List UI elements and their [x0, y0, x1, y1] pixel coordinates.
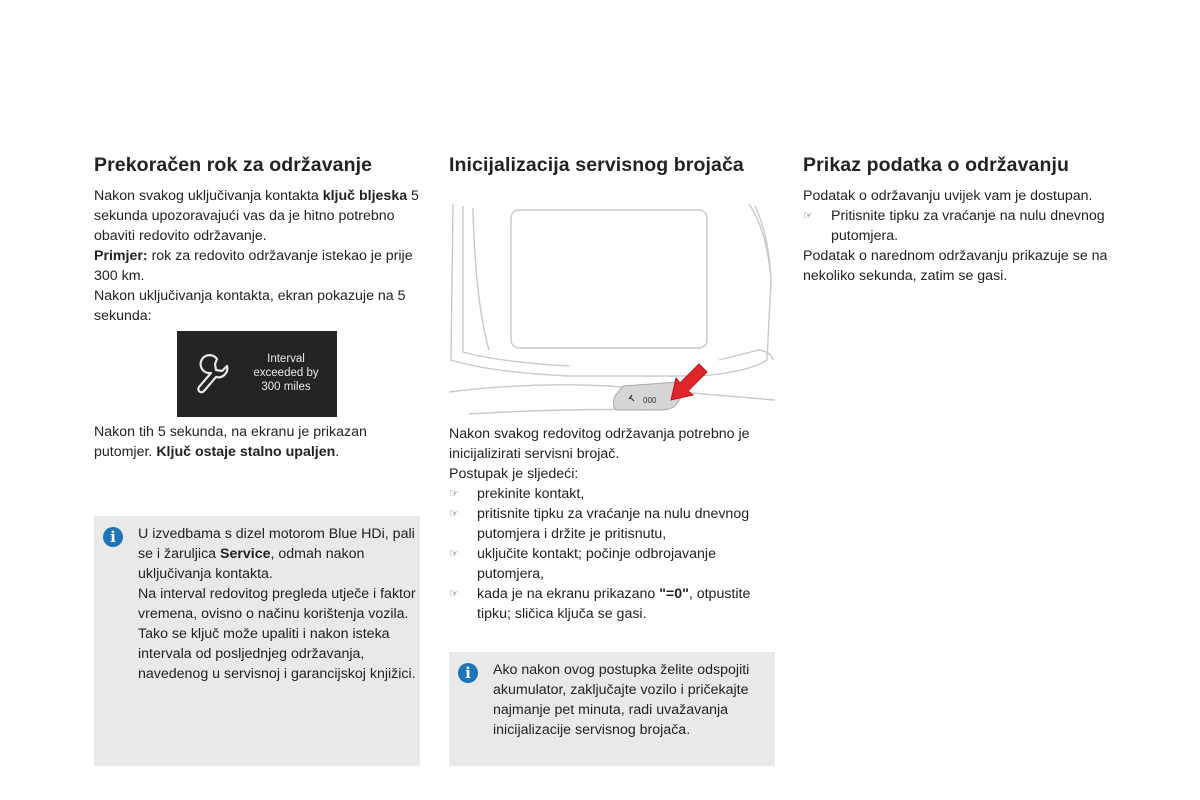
pointer-hand-icon: ☞ [803, 209, 813, 222]
list-item: ☞ kada je na ekranu prikazano "=0", otpustite tipku; sličica ključa se gasi. [449, 586, 751, 622]
reset-button-label: 000 [643, 396, 657, 405]
pointer-hand-icon: ☞ [449, 507, 459, 520]
paragraph-example: Primjer: rok za redovito održavanje istekao je prije 300 km. [94, 248, 413, 284]
column-service-reset [449, 150, 779, 186]
info-icon: i [458, 663, 478, 683]
pointer-hand-icon: ☞ [449, 487, 459, 500]
pointer-hand-icon: ☞ [449, 547, 459, 560]
paragraph-key-flashes: Nakon svakog uključivanja kontakta ključ bljeska 5 sekunda upozoravajući vas da je hitno potrebno obaviti redovito održavanje. [94, 188, 419, 244]
info-box-battery-text: Ako nakon ovog postupka želite odspojiti akumulator, zaključajte vozilo i pričekajte najmanje pet minuta, radi uvažavanja inicijalizacije servisnog brojača. [493, 662, 750, 738]
section-title-reset: Inicijalizacija servisnog brojača [449, 154, 744, 176]
paragraph-odometer-shown: Nakon tih 5 sekunda, na ekranu je prikazan putomjer. Ključ ostaje stalno upaljen. [94, 424, 367, 460]
list-item: ☞ prekinite kontakt, [449, 486, 585, 502]
column-maintenance-overdue [94, 150, 424, 326]
paragraph-procedure: Postupak je sljedeći: [449, 466, 579, 482]
red-arrow-icon [671, 364, 707, 400]
info-icon: i [103, 527, 123, 547]
list-item: ☞ pritisnite tipku za vraćanje na nulu dnevnog putomjera i držite je pritisnutu, [449, 506, 750, 542]
paragraph-always-available: Podatak o održavanju uvijek vam je dostupan. [803, 188, 1093, 204]
section-title-overdue: Prekoračen rok za održavanje [94, 154, 373, 176]
reset-procedure [449, 424, 779, 624]
info-box-diesel-text: U izvedbama s dizel motorom Blue HDi, pali se i žaruljica Service, odmah nakon uključivanja kontakta. Na interval redovitog pregleda utječe i faktor vremena, ovisno o načinu korištenja vozila. Tako se ključ može upaliti i nakon isteka intervala od posljednjeg održavanja, navedenog u servisnoj i garancijskoj knjižici. [138, 526, 416, 682]
list-item: ☞ uključite kontakt; počinje odbrojavanje putomjera, [449, 546, 716, 582]
interval-exceeded-display [177, 331, 337, 417]
info-box-battery [449, 652, 775, 766]
pointer-hand-icon: ☞ [449, 587, 459, 600]
wrench-icon [177, 331, 237, 417]
column-maintenance-info [803, 150, 1133, 286]
info-box-diesel [94, 516, 420, 766]
display-message: Interval exceeded by 300 miles [253, 353, 319, 393]
list-item: ☞ Pritisnite tipku za vraćanje na nulu dnevnog putomjera. [803, 208, 1105, 244]
section-title-info: Prikaz podatka o održavanju [803, 154, 1070, 176]
paragraph-display-shows: Nakon uključivanja kontakta, ekran pokazuje na 5 sekunda: [94, 288, 406, 324]
paragraph-next-maintenance: Podatak o narednom održavanju prikazuje se na nekoliko sekunda, zatim se gasi. [803, 248, 1108, 284]
instrument-panel-illustration [449, 200, 775, 420]
paragraph-reset-needed: Nakon svakog redovitog održavanja potrebno je inicijalizirati servisni brojač. [449, 426, 750, 462]
